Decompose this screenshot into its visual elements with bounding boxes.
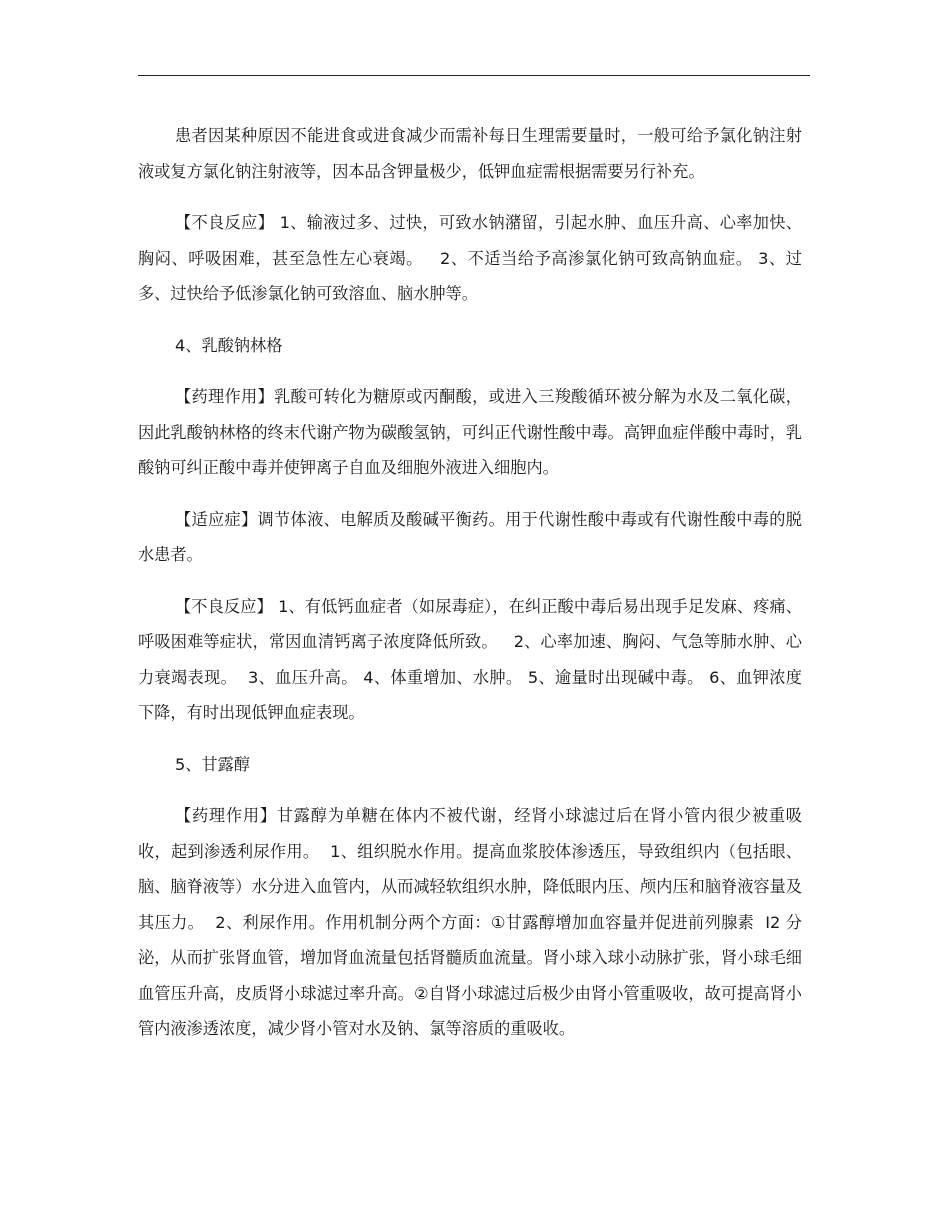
section-heading-ringer-lactate: 4、乳酸钠林格 (175, 335, 283, 355)
paragraph-supplement: 患者因某种原因不能进食或进食减少而需补每日生理需要量时，一般可给予氯化钠注射液或复方氯化钠注射液等，因本品含钾量极少，低钾血症需根据需要另行补充。 (138, 126, 802, 181)
paragraph-pharmacology-mannitol: 【药理作用】甘露醇为单糖在体内不被代谢，经肾小球滤过后在肾小管内很少被重吸收，起到渗透利尿作用。 1、组织脱水作用。提高血浆胶体渗透压，导致组织内（包括眼、脑、脑脊液等）水分进入血管内，从而减轻软组织水肿，降低眼内压、颅内压和脑脊液容量及其压力。 2、利尿作用。作用机制分两个方面：①甘露醇增加血容量并促进前列腺素 I2 分泌，从而扩张肾血管，增加肾血流量包括肾髓质血流量。肾小球入球小动脉扩张，肾小球毛细血管压升高，皮质肾小球滤过率升高。②自肾小球滤过后极少由肾小管重吸收，故可提高肾小管内液渗透浓度，减少肾小管对水及钠、氯等溶质的重吸收。 (138, 806, 802, 1038)
paragraph-indications-ringer: 【适应症】调节体液、电解质及酸碱平衡药。用于代谢性酸中毒或有代谢性酸中毒的脱水患者。 (138, 509, 802, 564)
paragraph-pharmacology-ringer: 【药理作用】乳酸可转化为糖原或丙酮酸，或进入三羧酸循环被分解为水及二氧化碳，因此乳酸钠林格的终末代谢产物为碳酸氢钠，可纠正代谢性酸中毒。高钾血症伴酸中毒时，乳酸钠可纠正酸中毒并使钾离子自血及细胞外液进入细胞内。 (138, 387, 802, 477)
paragraph-adverse-reactions-saline: 【不良反应】 1、输液过多、过快，可致水钠潴留，引起水肿、血压升高、心率加快、胸闷、呼吸困难，甚至急性左心衰竭。 2、不适当给予高渗氯化钠可致高钠血症。 3、过多、过快给予低渗氯化钠可致溶血、脑水肿等。 (138, 213, 802, 303)
paragraph-adverse-reactions-ringer: 【不良反应】 1、有低钙血症者（如尿毒症），在纠正酸中毒后易出现手足发麻、疼痛、呼吸困难等症状，常因血清钙离子浓度降低所致。 2、心率加速、胸闷、气急等肺水肿、心力衰竭表现。 3、血压升高。 4、体重增加、水肿。 5、逾量时出现碱中毒。 6、血钾浓度下降，有时出现低钾血症表现。 (138, 596, 802, 722)
section-heading-mannitol: 5、甘露醇 (175, 754, 251, 774)
header-rule (138, 75, 810, 76)
document-body (138, 118, 802, 1063)
